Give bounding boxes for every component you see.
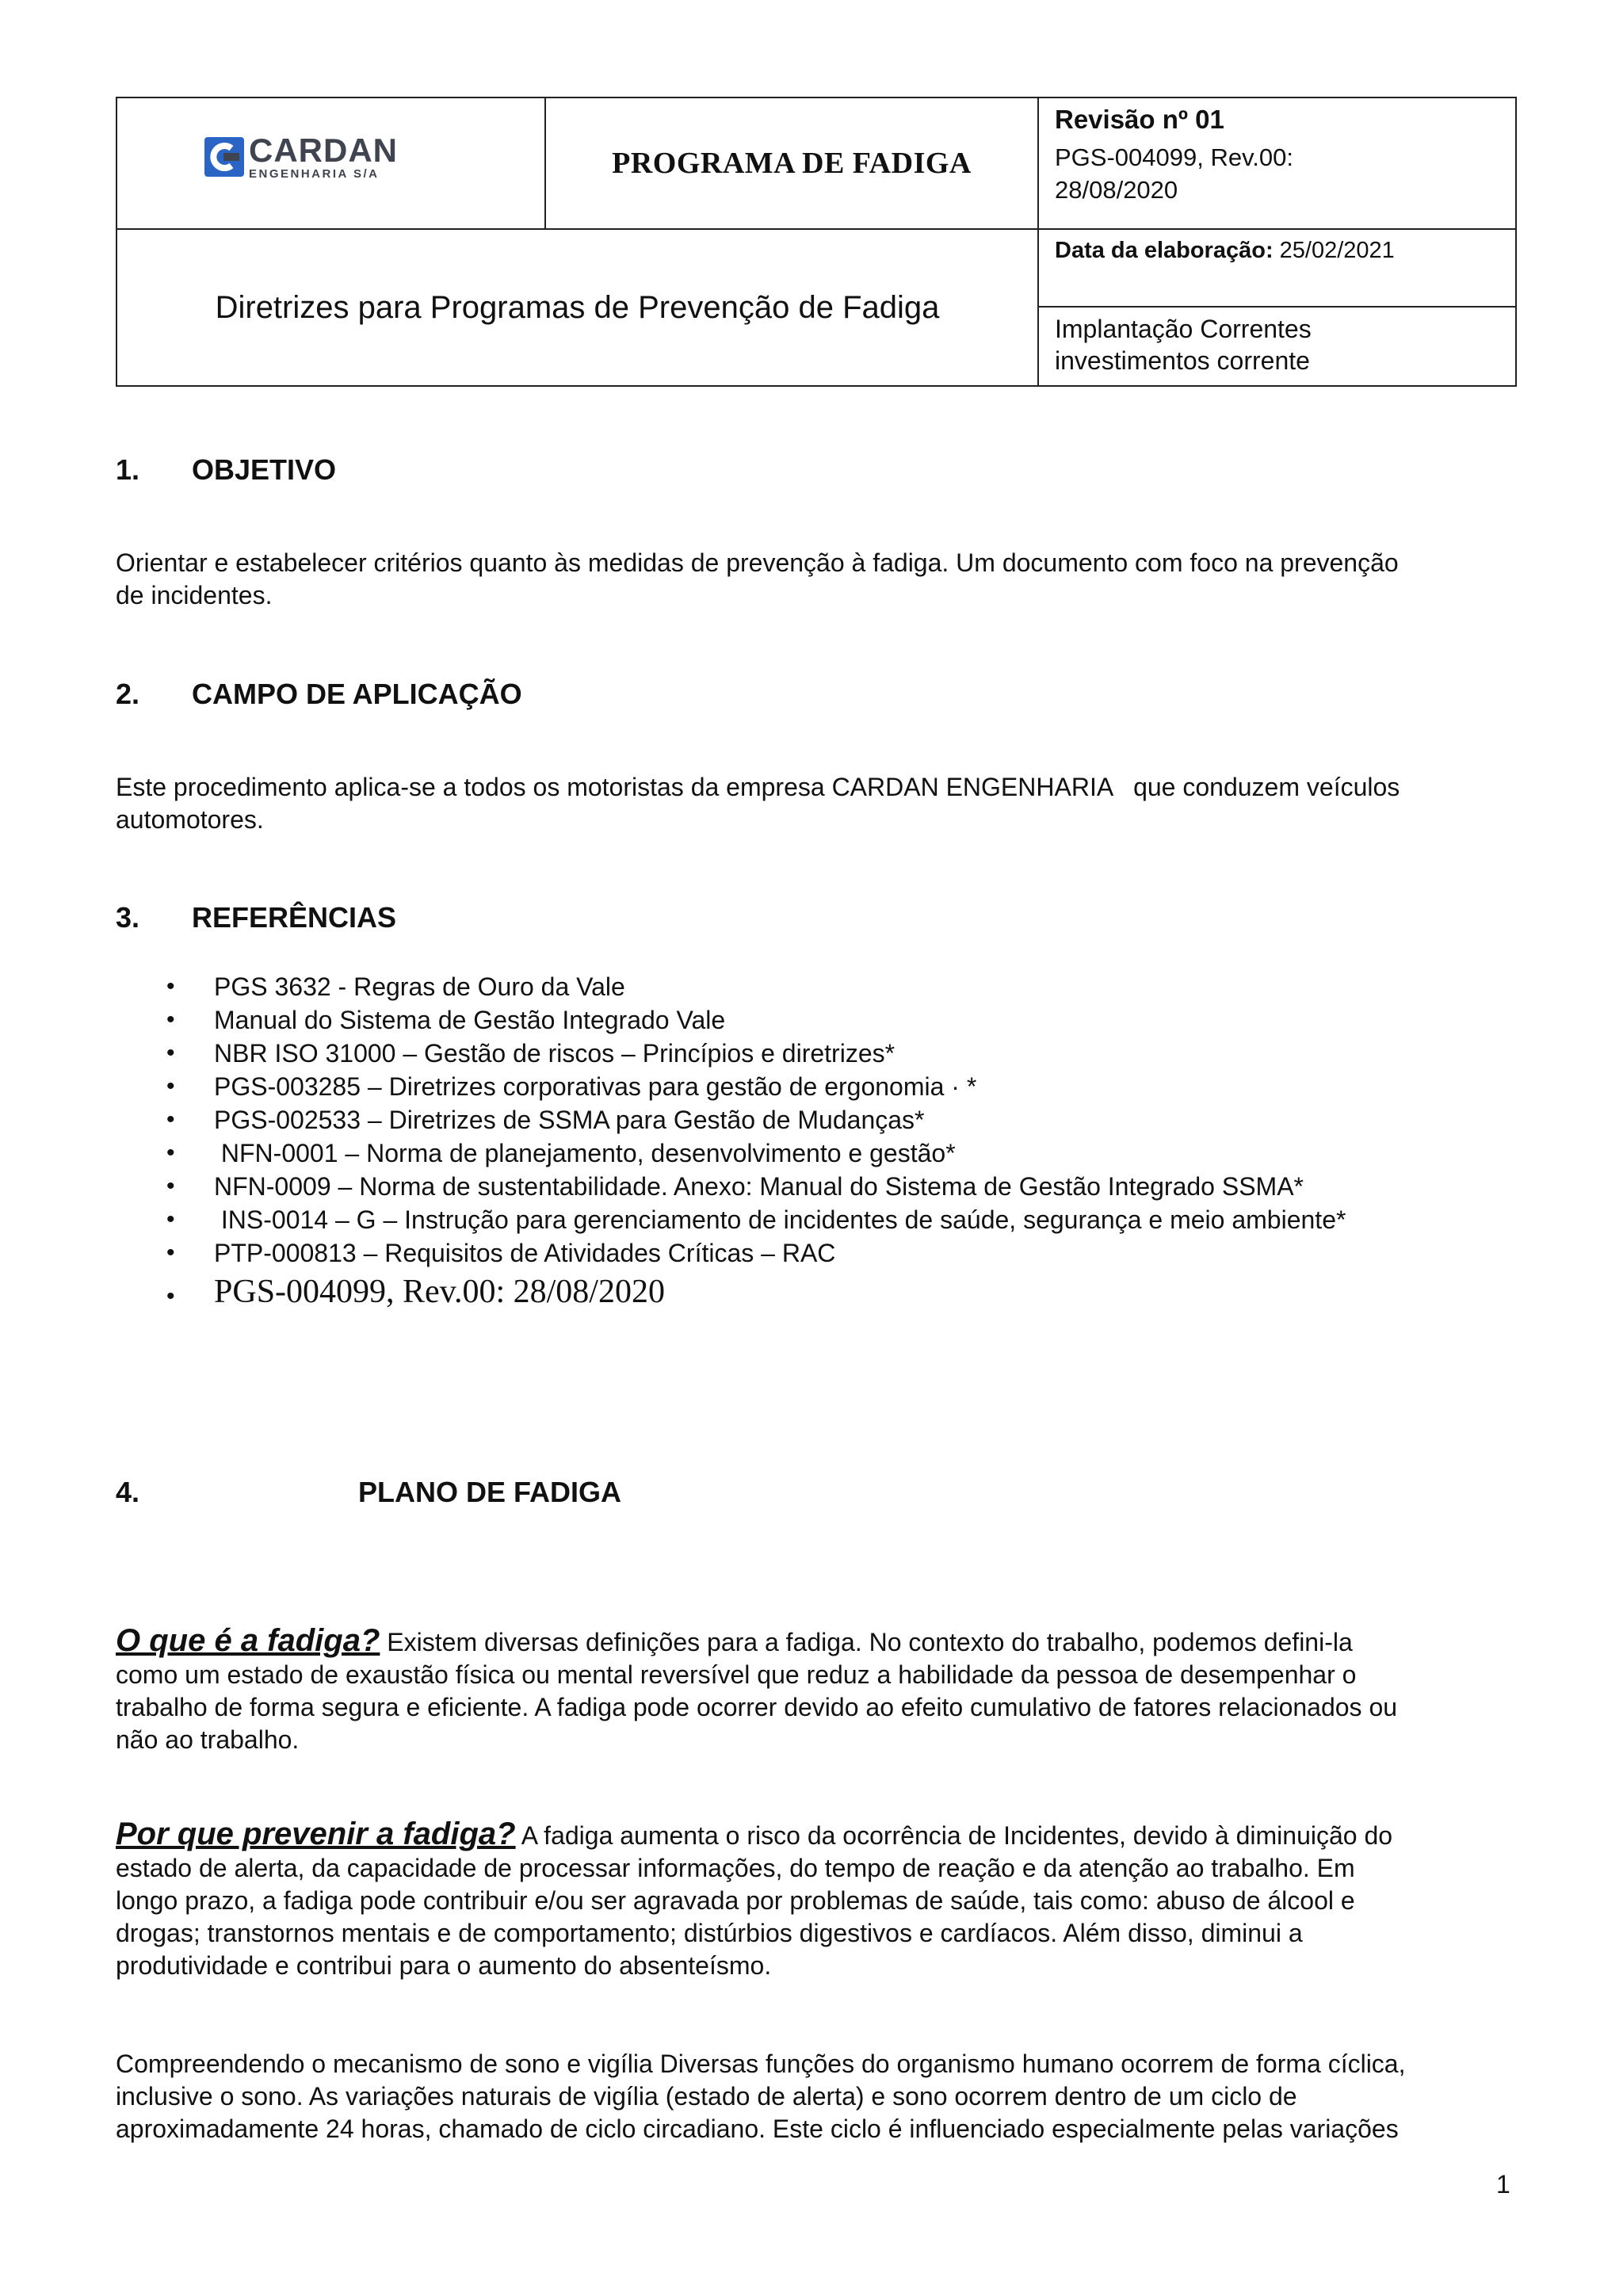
sleep-cycle-paragraph [116,2048,1520,2145]
reference-item: • PTP-000813 – Requisitos de Atividades Críticas – RAC [116,1236,1346,1270]
bullet: • [166,1140,175,1166]
page-number: 1 [1496,2170,1510,2199]
section-4-title: PLANO DE FADIGA [358,1476,622,1508]
section-3-number: 3. [116,901,140,934]
elaboration-date: 25/02/2021 [1279,238,1395,263]
reference-item: • PGS 3632 - Regras de Ouro da Vale [116,970,1346,1003]
why-prevent-fatigue-paragraph [116,1818,1520,1982]
paragraph-line: drogas; transtornos mentais e de comportamento; distúrbios digestivos e cardíacos. Além disso, diminui a [116,1919,1303,1947]
reference-item: • PGS-004099, Rev.00: 28/08/2020 [116,1270,1346,1314]
what-is-fatigue-paragraph [116,1625,1520,1756]
revision-label: Revisão nº 01 [1055,105,1224,134]
reference-item: • NFN-0009 – Norma de sustentabilidade. Anexo: Manual do Sistema de Gestão Integrado SSMA* [116,1170,1346,1203]
section-2-title: CAMPO DE APLICAÇÃO [192,678,522,710]
paragraph-line: Orientar e estabelecer critérios quanto às medidas de prevenção à fadiga. Um documento com foco na prevenção [116,548,1399,577]
section-3-heading [116,901,397,934]
paragraph-line: automotores. [116,805,264,834]
logo-cell [117,98,546,230]
implementation-cell [1039,308,1515,385]
section-1-number: 1. [116,453,140,486]
paragraph-line: aproximadamente 24 horas, chamado de ciclo circadiano. Este ciclo é influenciado especialmente pelas variações [116,2115,1399,2143]
reference-item: • PGS-003285 – Diretrizes corporativas para gestão de ergonomia · * [116,1070,1346,1103]
program-title-cell [546,98,1039,230]
implementation-line-2: investimentos corrente [1055,346,1310,375]
paragraph-line: Existem diversas definições para a fadiga. No contexto do trabalho, podemos defini-la [380,1628,1353,1656]
paragraph-line: Este procedimento aplica-se a todos os motoristas da empresa CARDAN ENGENHARIA que conduzem veículos [116,773,1400,801]
header-table [116,97,1517,387]
paragraph-line: Compreendendo o mecanismo de sono e vigília Diversas funções do organismo humano ocorrem de forma cíclica, [116,2050,1406,2078]
company-logo [204,134,398,180]
paragraph-line: de incidentes. [116,581,273,609]
section-4-number: 4. [116,1476,140,1508]
paragraph-line: trabalho de forma segura e eficiente. A fadiga pode ocorrer devido ao efeito cumulativo de fatores relacionados ou [116,1693,1398,1721]
bullet: • [166,1007,175,1033]
section-2-heading [116,678,522,711]
why-prevent-fatigue-heading: Por que prevenir a fadiga? [116,1817,516,1851]
paragraph-line: estado de alerta, da capacidade de processar informações, do tempo de reação e da atenção ao trabalho. Em [116,1854,1355,1882]
paragraph-line: produtividade e contribui para o aumento do absenteísmo. [116,1951,772,1980]
section-3-title: REFERÊNCIAS [192,901,397,934]
section-1-heading [116,453,337,487]
paragraph-line: A fadiga aumenta o risco da ocorrência de Incidentes, devido à diminuição do [515,1821,1393,1850]
bullet: • [166,1206,175,1232]
bullet: • [166,1106,175,1133]
reference-item: • INS-0014 – G – Instrução para gerenciamento de incidentes de saúde, segurança e meio ambiente* [116,1203,1346,1236]
doc-code-line-1: PGS-004099, Rev.00: [1055,143,1293,171]
reference-item: • PGS-002533 – Diretrizes de SSMA para Gestão de Mudanças* [116,1103,1346,1137]
revision-cell [1039,98,1515,230]
paragraph-line: longo prazo, a fadiga pode contribuir e/ou ser agravada por problemas de saúde, tais como: abuso de álcool e [116,1886,1355,1915]
section-1-paragraph [116,547,1520,612]
elaboration-label: Data da elaboração: [1055,238,1274,263]
section-2-paragraph [116,771,1520,836]
logo-name: CARDAN [249,132,398,169]
cardan-logo-icon [204,137,244,177]
paragraph-line: inclusive o sono. As variações naturais de vigília (estado de alerta) e sono ocorrem dentro de um ciclo de [116,2082,1297,2111]
bullet: • [166,1240,175,1266]
reference-item: • Manual do Sistema de Gestão Integrado Vale [116,1003,1346,1037]
elaboration-cell [1039,230,1515,308]
bullet: • [166,973,175,999]
bullet: • [166,1040,175,1066]
section-2-number: 2. [116,678,140,710]
doc-code-line-2: 28/08/2020 [1055,176,1178,204]
program-title: PROGRAMA DE FADIGA [612,147,972,180]
references-list [116,970,1346,1314]
paragraph-line: como um estado de exaustão física ou mental reversível que reduz a habilidade da pessoa de desempenhar o [116,1660,1357,1689]
implementation-line-1: Implantação Correntes [1055,315,1312,343]
section-1-title: OBJETIVO [192,453,337,486]
reference-item: • NFN-0001 – Norma de planejamento, desenvolvimento e gestão* [116,1137,1346,1170]
guidelines-cell [117,230,1039,385]
bullet: • [166,1283,175,1309]
paragraph-line: não ao trabalho. [116,1725,300,1754]
bullet: • [166,1073,175,1099]
logo-subtitle: ENGENHARIA S/A [249,167,380,181]
what-is-fatigue-heading: O que é a fadiga? [116,1623,380,1658]
reference-item: • NBR ISO 31000 – Gestão de riscos – Princípios e diretrizes* [116,1037,1346,1070]
section-4-heading [116,1476,622,1509]
bullet: • [166,1173,175,1199]
guidelines-title: Diretrizes para Programas de Prevenção de Fadiga [215,289,940,325]
